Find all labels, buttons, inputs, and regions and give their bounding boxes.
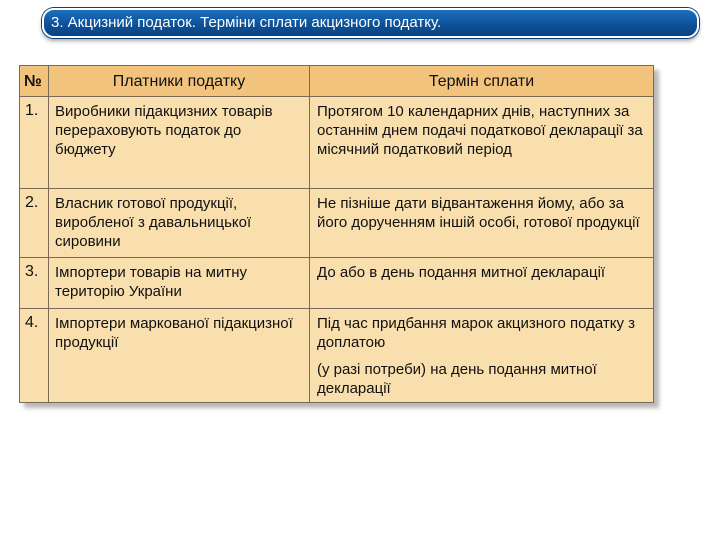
row-payer: Імпортери маркованої підакцизної продукції bbox=[49, 309, 310, 403]
row-payer: Власник готової продукції, виробленої з давальницької сировини bbox=[49, 189, 310, 258]
row-number: 3. bbox=[20, 258, 49, 309]
row-term-text: Не пізніше дати відвантаження йому, або за його дорученням іншій особі, готової продукції bbox=[317, 195, 640, 231]
row-term-text: Під час придбання марок акцизного податку з доплатою bbox=[317, 315, 636, 351]
row-payer: Імпортери товарів на митну територію України bbox=[49, 258, 310, 309]
header-payers: Платники податку bbox=[49, 66, 310, 97]
row-term bbox=[310, 309, 654, 403]
row-number: 2. bbox=[20, 189, 49, 258]
row-number: 1. bbox=[20, 97, 49, 189]
row-term-text: Протягом 10 календарних днів, наступних за останнім днем подачі податкової декларації за місячний податковий період bbox=[317, 103, 643, 158]
slide-title: 3. Акцизний податок. Терміни сплати акцизного податку. bbox=[42, 8, 699, 38]
row-term bbox=[310, 97, 654, 189]
excise-tax-table bbox=[19, 65, 654, 403]
header-term: Термін сплати bbox=[310, 66, 654, 97]
row-payer: Виробники підакцизних товарів перераховують податок до бюджету bbox=[49, 97, 310, 189]
table-row bbox=[20, 309, 654, 403]
row-term-text: (у разі потреби) на день подання митної декларації bbox=[317, 361, 597, 397]
table-row bbox=[20, 189, 654, 258]
header-number: № bbox=[20, 66, 49, 97]
table-header-row bbox=[20, 66, 654, 97]
row-term bbox=[310, 258, 654, 309]
row-number: 4. bbox=[20, 309, 49, 403]
table-row bbox=[20, 97, 654, 189]
table-row bbox=[20, 258, 654, 309]
row-term-text: До або в день подання митної декларації bbox=[317, 264, 606, 281]
row-term bbox=[310, 189, 654, 258]
